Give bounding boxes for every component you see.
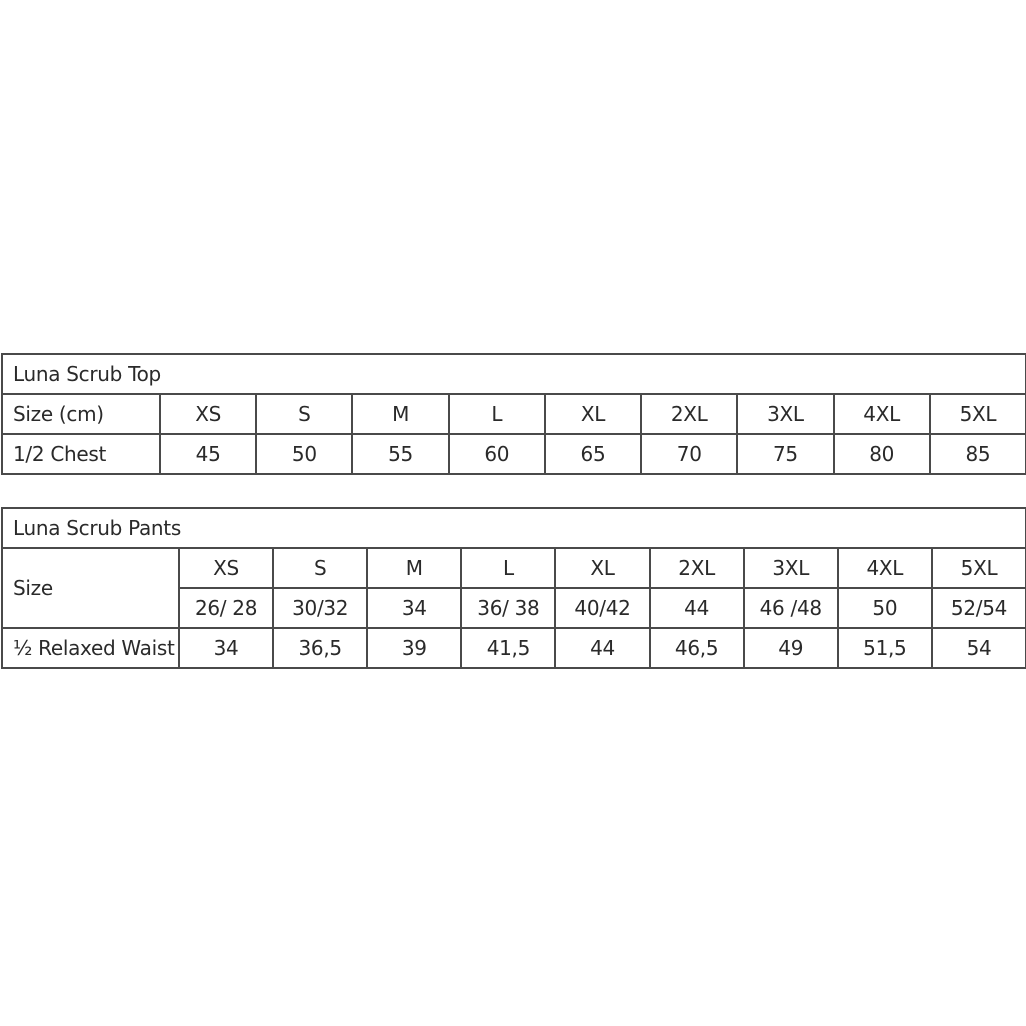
table-title: Luna Scrub Top xyxy=(2,354,1026,394)
chest-value-cell: 80 xyxy=(834,434,930,474)
size-cell: 4XL xyxy=(834,394,930,434)
size-row-label: Size xyxy=(2,548,179,628)
size-cell: 3XL xyxy=(737,394,833,434)
size-cell: XS xyxy=(160,394,256,434)
size-cell: L xyxy=(461,548,555,588)
chest-value-cell: 45 xyxy=(160,434,256,474)
numeric-size-cell: 26/ 28 xyxy=(179,588,273,628)
numeric-size-cell: 40/42 xyxy=(555,588,649,628)
table-title: Luna Scrub Pants xyxy=(2,508,1026,548)
size-row xyxy=(2,548,1026,588)
size-cell: 2XL xyxy=(641,394,737,434)
size-cell: XL xyxy=(545,394,641,434)
size-cell: 4XL xyxy=(838,548,932,588)
chest-value-cell: 65 xyxy=(545,434,641,474)
waist-value-cell: 51,5 xyxy=(838,628,932,668)
numeric-size-cell: 52/54 xyxy=(932,588,1026,628)
size-row-label: Size (cm) xyxy=(2,394,160,434)
table-title-row xyxy=(2,508,1026,548)
numeric-size-cell: 46 /48 xyxy=(744,588,838,628)
waist-value-cell: 34 xyxy=(179,628,273,668)
chest-value-cell: 85 xyxy=(930,434,1026,474)
waist-row xyxy=(2,628,1026,668)
waist-value-cell: 46,5 xyxy=(650,628,744,668)
size-cell: S xyxy=(273,548,367,588)
chest-row-label: 1/2 Chest xyxy=(2,434,160,474)
table-title-row xyxy=(2,354,1026,394)
waist-value-cell: 49 xyxy=(744,628,838,668)
size-cell: M xyxy=(352,394,448,434)
chest-value-cell: 75 xyxy=(737,434,833,474)
size-cell: 5XL xyxy=(930,394,1026,434)
chest-row xyxy=(2,434,1026,474)
numeric-size-cell: 36/ 38 xyxy=(461,588,555,628)
waist-value-cell: 41,5 xyxy=(461,628,555,668)
chest-value-cell: 60 xyxy=(449,434,545,474)
size-cell: 5XL xyxy=(932,548,1026,588)
size-cell: 3XL xyxy=(744,548,838,588)
waist-value-cell: 39 xyxy=(367,628,461,668)
chest-value-cell: 50 xyxy=(256,434,352,474)
scrub-pants-size-table xyxy=(1,507,1026,669)
numeric-size-cell: 30/32 xyxy=(273,588,367,628)
size-cell: S xyxy=(256,394,352,434)
size-cell: M xyxy=(367,548,461,588)
size-cell: XL xyxy=(555,548,649,588)
chest-value-cell: 55 xyxy=(352,434,448,474)
size-cell: 2XL xyxy=(650,548,744,588)
waist-value-cell: 36,5 xyxy=(273,628,367,668)
numeric-size-cell: 50 xyxy=(838,588,932,628)
waist-value-cell: 54 xyxy=(932,628,1026,668)
numeric-size-cell: 34 xyxy=(367,588,461,628)
size-row xyxy=(2,394,1026,434)
waist-value-cell: 44 xyxy=(555,628,649,668)
size-cell: L xyxy=(449,394,545,434)
size-cell: XS xyxy=(179,548,273,588)
waist-row-label: ½ Relaxed Waist xyxy=(2,628,179,668)
chest-value-cell: 70 xyxy=(641,434,737,474)
scrub-top-size-table xyxy=(1,353,1026,475)
numeric-size-cell: 44 xyxy=(650,588,744,628)
